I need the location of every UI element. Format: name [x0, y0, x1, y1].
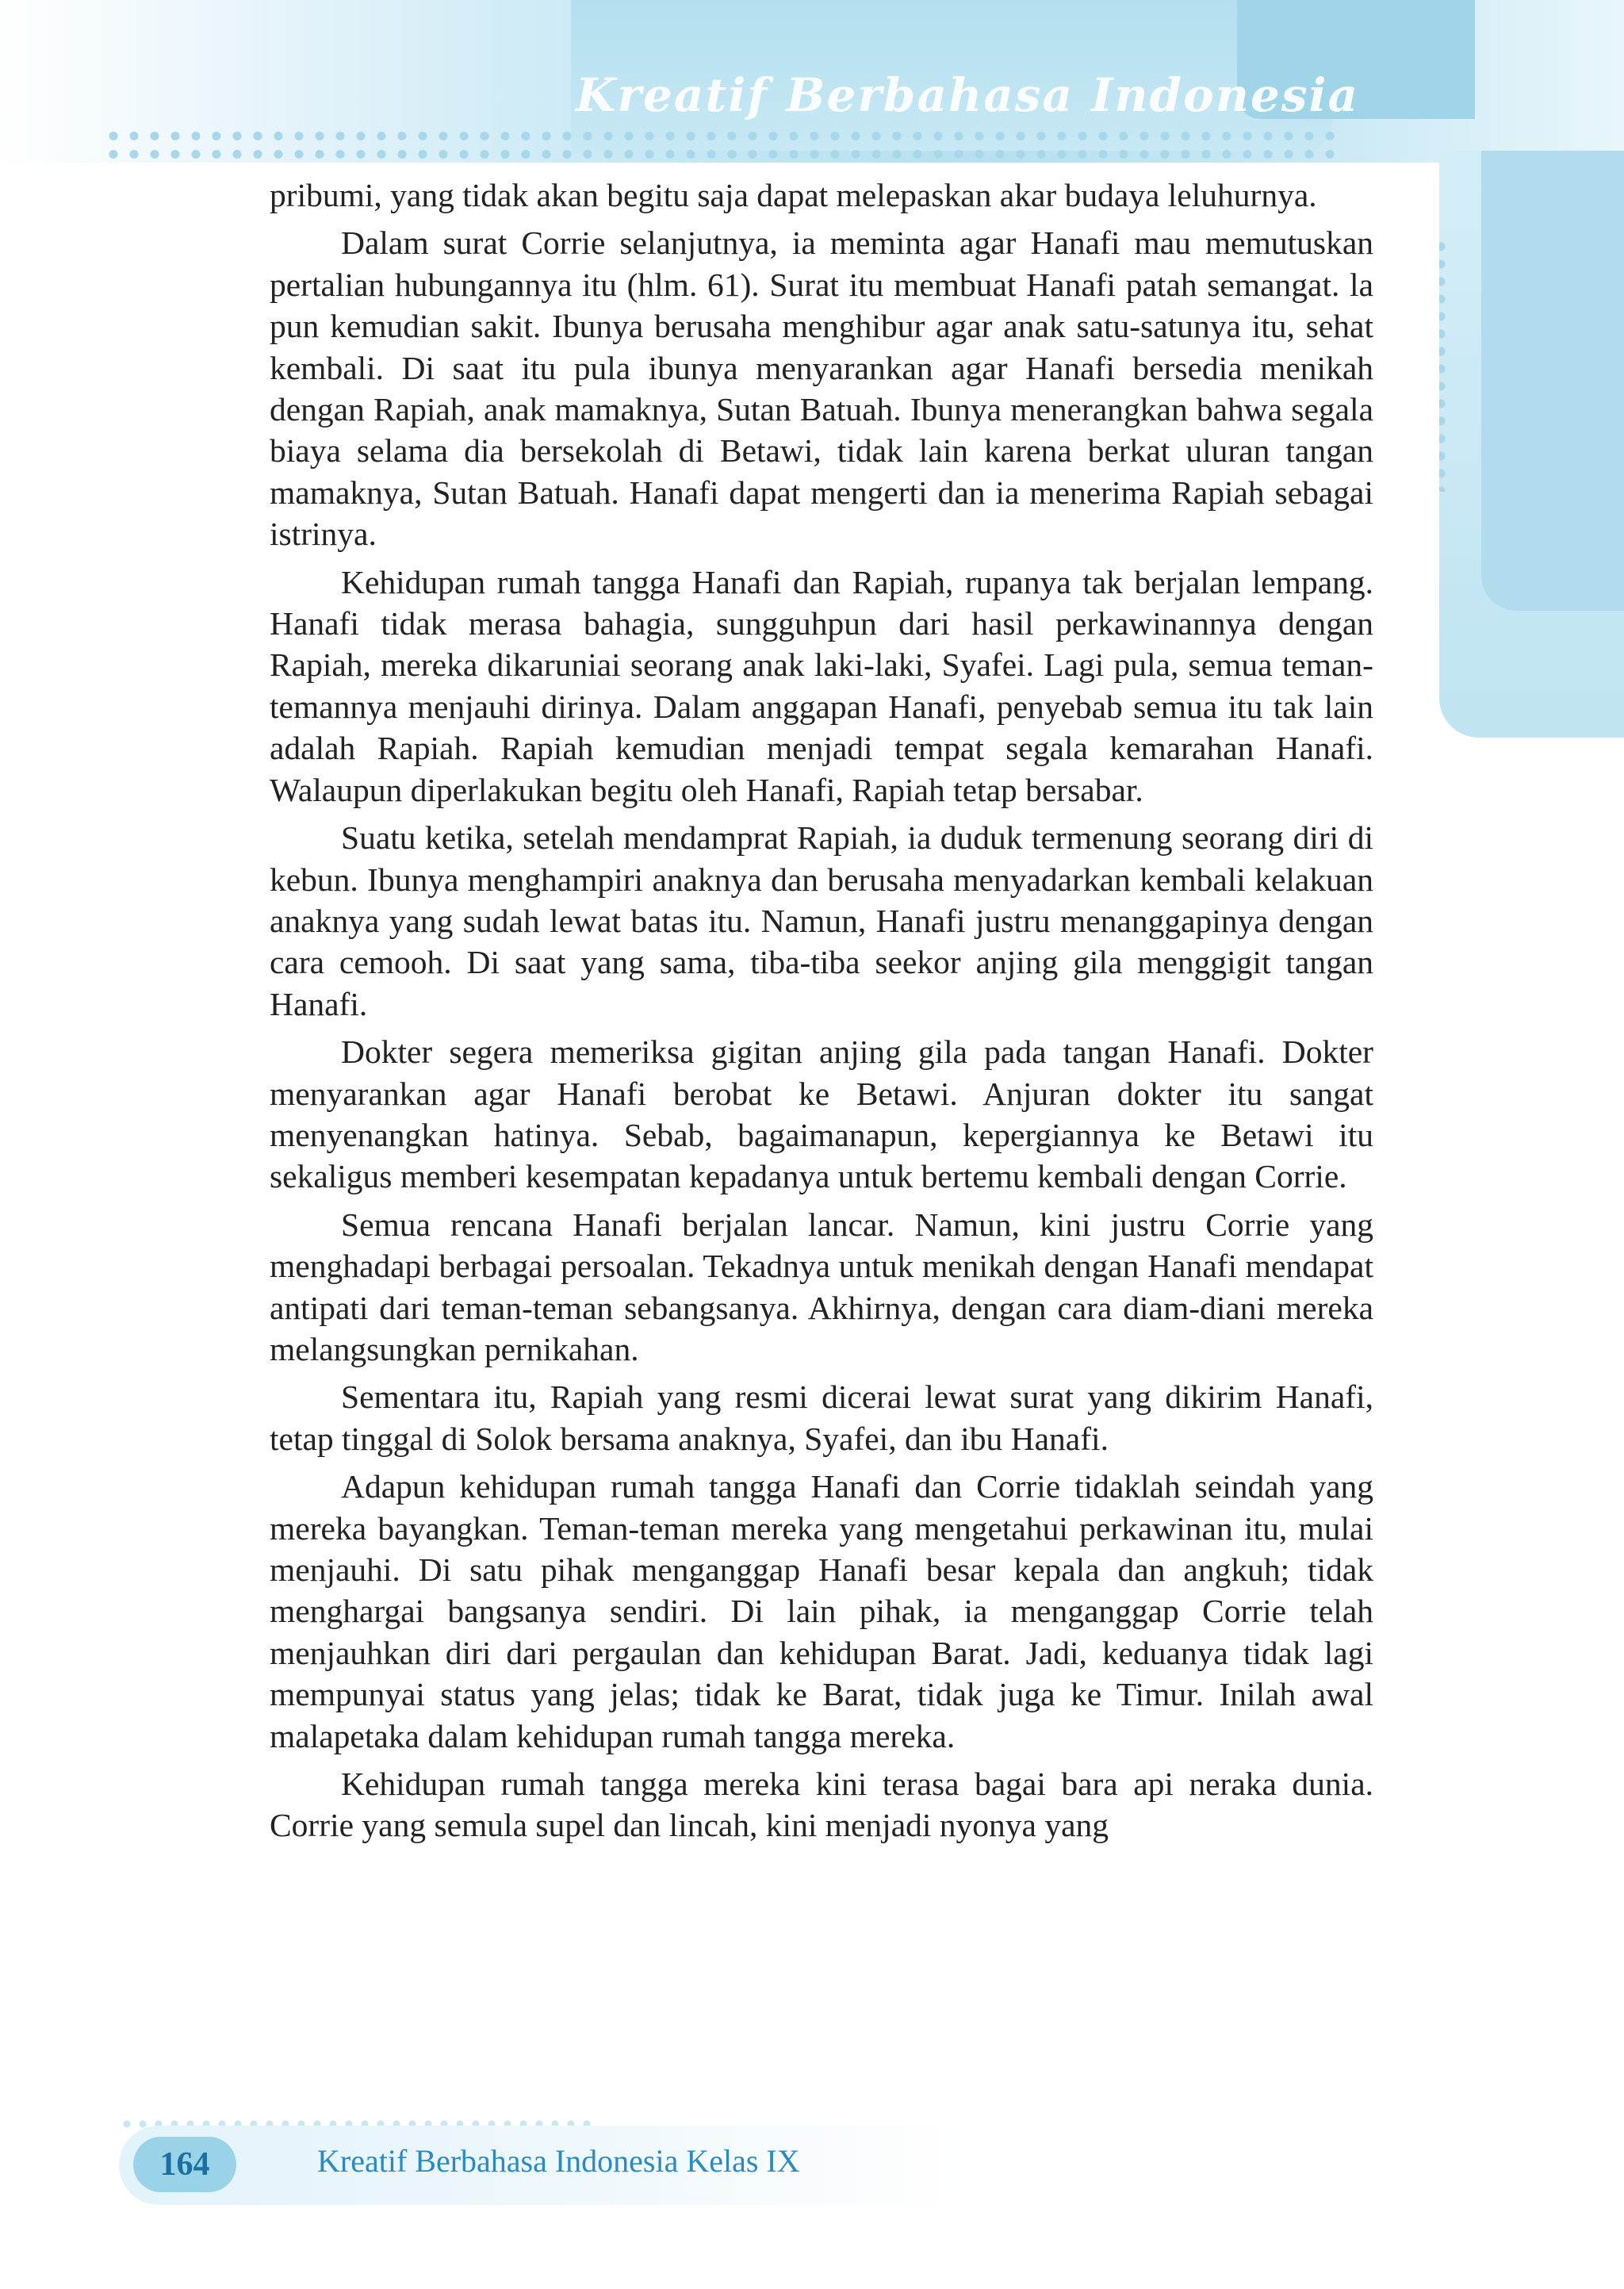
- side-tab-inner: [1481, 151, 1624, 611]
- paragraph-1: pribumi, yang tidak akan begitu saja dapat melepaskan akar budaya leluhurnya.: [270, 177, 1317, 213]
- paragraph-5: Dokter segera memeriksa gigitan anjing gila pada tangan Hanafi. Dokter menyarankan agar Hanafi berobat ke Betawi. Anjuran dokter itu sangat menyenangkan hatinya. Sebab, bagaimanapun, kepergiannya ke Betawi itu sekaligus memberi kesempatan kepadanya untuk bertemu kembali dengan Corrie.: [270, 1033, 1373, 1195]
- paragraph-8: Adapun kehidupan rumah tangga Hanafi dan Corrie tidaklah seindah yang mereka bayangkan. Teman-teman mereka yang mengetahui perkawinan itu, mulai menjauhi. Di satu pihak menganggap Hanafi besar kepala dan angkuh; tidak menghargai bangsanya sendiri. Di lain pihak, ia menganggap Corrie telah menjauhkan diri dari pergaulan dan kehidupan Barat. Jadi, keduanya tidak lagi mempunyai status yang jelas; tidak ke Barat, tidak juga ke Timur. Inilah awal malapetaka dalam kehidupan rumah tangga mereka.: [270, 1468, 1373, 1754]
- paragraph-3: Kehidupan rumah tangga Hanafi dan Rapiah, rupanya tak berjalan lempang. Hanafi tidak merasa bahagia, sungguhpun dari hasil perkawinannya dengan Rapiah, mereka dikaruniai seorang anak laki-laki, Syafei. Lagi pula, semua teman-temannya menjauhi dirinya. Dalam anggapan Hanafi, penyebab semua itu tak lain adalah Rapiah. Rapiah kemudian menjadi tempat segala kemarahan Hanafi. Walaupun diperlakukan begitu oleh Hanafi, Rapiah tetap bersabar.: [270, 563, 1373, 808]
- page-number-badge: 164: [133, 2137, 236, 2192]
- paragraph-9: Kehidupan rumah tangga mereka kini terasa bagai bara api neraka dunia. Corrie yang semula supel dan lincah, kini menjadi nyonya yang: [270, 1766, 1373, 1844]
- footer-book-title: Kreatif Berbahasa Indonesia Kelas IX: [317, 2143, 800, 2179]
- paragraph-2: Dalam surat Corrie selanjutnya, ia meminta agar Hanafi mau memutuskan pertalian hubungannya itu (hlm. 61). Surat itu membuat Hanafi patah semangat. la pun kemudian sakit. Ibunya berusaha menghibur agar anak satu-satunya itu, sehat kembali. Di saat itu pula ibunya menyarankan agar Hanafi bersedia menikah dengan Rapiah, anak mamaknya, Sutan Batuah. Ibunya menerangkan bahwa segala biaya selama dia bersekolah di Betawi, tidak lain karena berkat uluran tangan mamaknya, Sutan Batuah. Hanafi dapat mengerti dan ia menerima Rapiah sebagai istrinya.: [270, 224, 1373, 553]
- paragraph-4: Suatu ketika, setelah mendamprat Rapiah, ia duduk termenung seorang diri di kebun. Ibunya menghampiri anaknya dan berusaha menyadarkan kembali kelakuan anaknya yang sudah lewat batas itu. Namun, Hanafi justru menanggapinya dengan cara cemooh. Di saat yang sama, tiba-tiba seekor anjing gila menggigit tangan Hanafi.: [270, 819, 1373, 1022]
- paragraph-6: Semua rencana Hanafi berjalan lancar. Namun, kini justru Corrie yang menghadapi berbagai persoalan. Tekadnya untuk menikah dengan Hanafi mendapat antipati dari teman-teman sebangsanya. Akhirnya, dengan cara diam-diani mereka melangsungkan pernikahan.: [270, 1206, 1373, 1367]
- header-book-title: Kreatif Berbahasa Indonesia: [576, 68, 1360, 122]
- paragraph-7: Sementara itu, Rapiah yang resmi dicerai lewat surat yang dikirim Hanafi, tetap tinggal di Solok bersama anaknya, Syafei, dan ibu Hanafi.: [270, 1378, 1373, 1457]
- header-dot-pattern: [103, 127, 1340, 163]
- body-text: [270, 174, 1373, 1853]
